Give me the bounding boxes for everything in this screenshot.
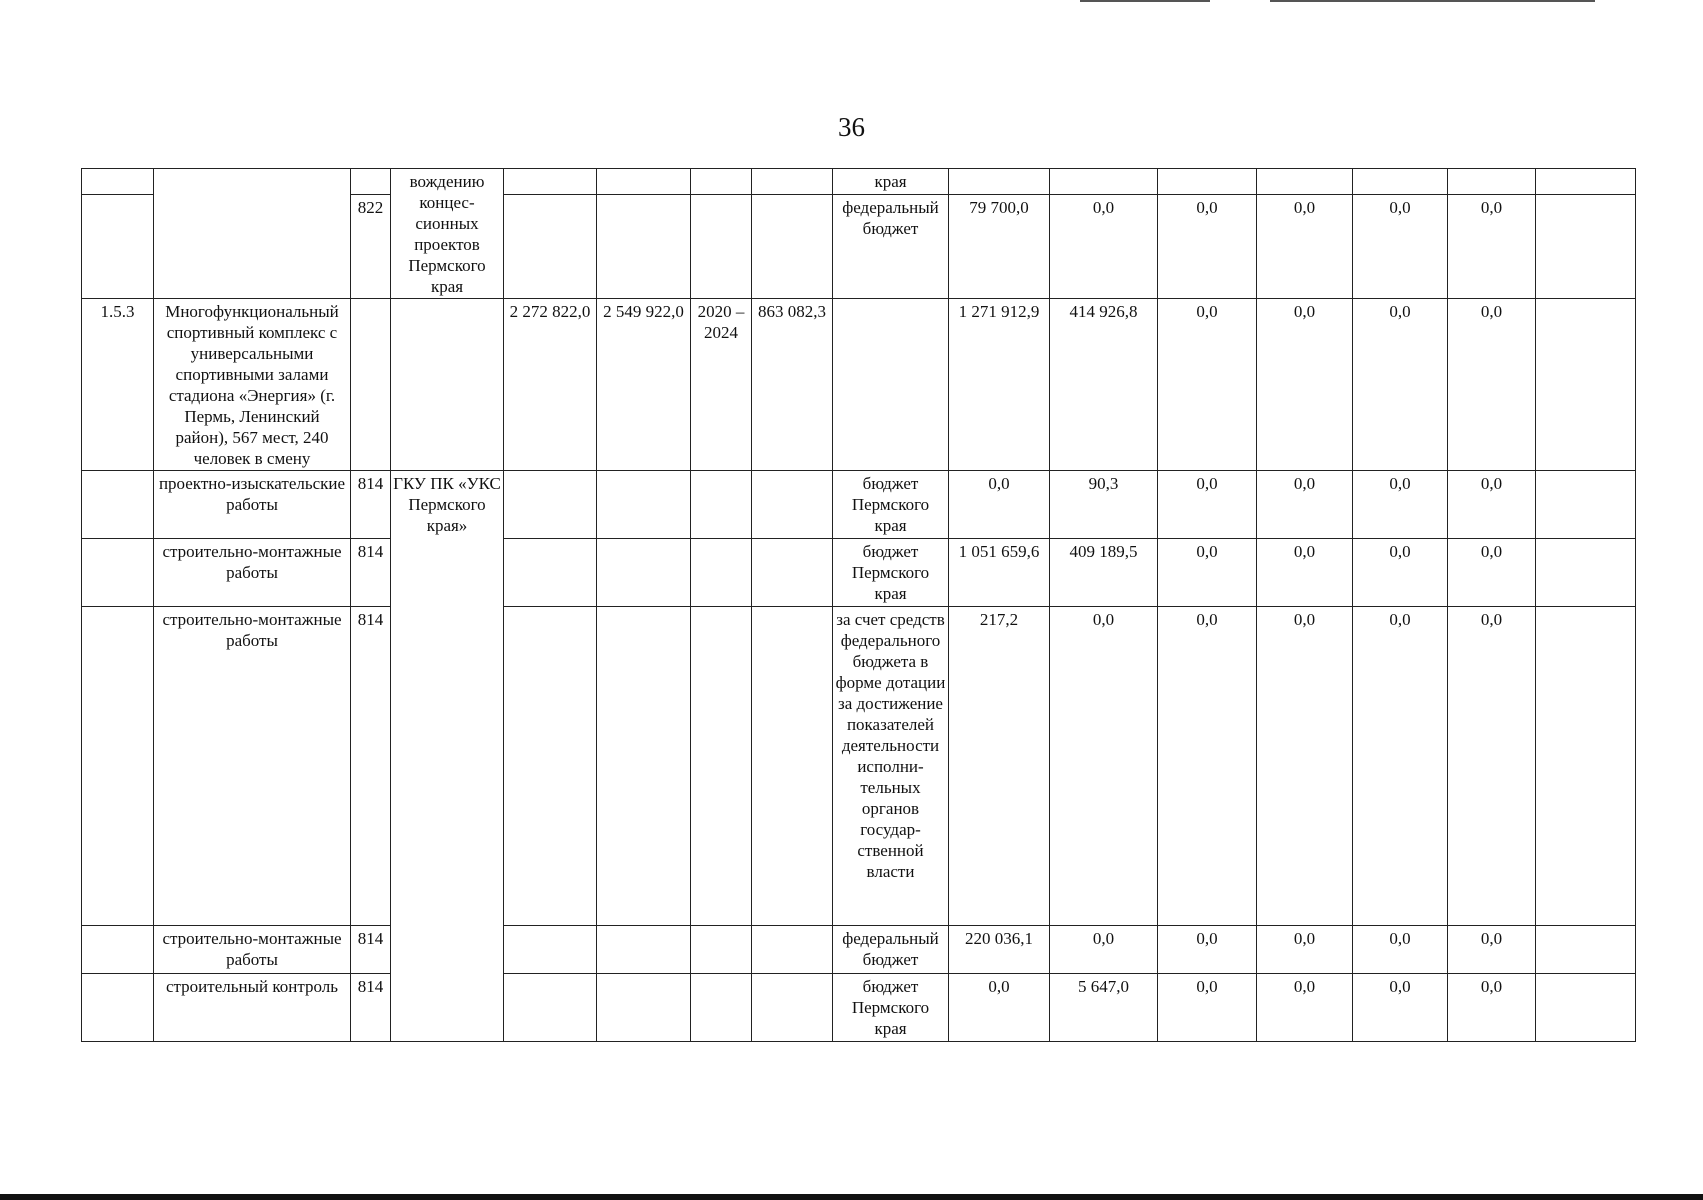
cell-value-5: 0,0 (1353, 539, 1448, 607)
table-row (82, 169, 1636, 195)
cell-executor: вождению концес-сионных проектов Пермского края (391, 169, 504, 299)
table-row (82, 471, 1636, 539)
cell-value-5: 0,0 (1353, 926, 1448, 974)
cell-value-3: 0,0 (1158, 539, 1257, 607)
cell-empty (82, 607, 154, 926)
cell-value-5: 0,0 (1353, 471, 1448, 539)
scan-top-line-1 (1080, 0, 1210, 2)
cell-value-5: 0,0 (1353, 974, 1448, 1042)
cell-empty (691, 974, 752, 1042)
cell-value-3: 0,0 (1158, 607, 1257, 926)
cell-empty (82, 926, 154, 974)
cell-empty (1257, 169, 1353, 195)
cell-value-4: 0,0 (1257, 471, 1353, 539)
cell-empty (1158, 169, 1257, 195)
cell-empty (691, 195, 752, 299)
scan-top-line-2 (1270, 0, 1595, 2)
cell-cost: 2 272 822,0 (504, 299, 597, 471)
cell-work-name: проектно-изыскательские работы (154, 471, 351, 539)
cell-value-2: 0,0 (1050, 195, 1158, 299)
cell-source: федеральный бюджет (833, 195, 949, 299)
cell-value-1: 1 271 912,9 (949, 299, 1050, 471)
cell-empty (752, 539, 833, 607)
cell-code: 814 (351, 539, 391, 607)
cell-empty (597, 607, 691, 926)
cell-empty (752, 169, 833, 195)
cell-empty (597, 169, 691, 195)
cell-value-3: 0,0 (1158, 195, 1257, 299)
cell-value-1: 217,2 (949, 607, 1050, 926)
cell-value-2: 414 926,8 (1050, 299, 1158, 471)
cell-empty (752, 471, 833, 539)
cell-value-4: 0,0 (1257, 195, 1353, 299)
cell-empty (1536, 169, 1636, 195)
cell-empty (691, 926, 752, 974)
cell-code: 822 (351, 195, 391, 299)
cell-code: 814 (351, 607, 391, 926)
cell-value-3: 0,0 (1158, 974, 1257, 1042)
cell-empty (597, 195, 691, 299)
cell-empty (752, 607, 833, 926)
cell-value-2: 0,0 (1050, 607, 1158, 926)
cell-empty (1536, 607, 1636, 926)
cell-value-2: 90,3 (1050, 471, 1158, 539)
cell-value-5: 0,0 (1353, 299, 1448, 471)
cell-value-1: 79 700,0 (949, 195, 1050, 299)
cell-source: бюджет Пермского края (833, 539, 949, 607)
table-row (82, 974, 1636, 1042)
page-number: 36 (838, 112, 865, 142)
cell-value-5: 0,0 (1353, 195, 1448, 299)
cell-value-1: 0,0 (949, 471, 1050, 539)
cell-value-1: 220 036,1 (949, 926, 1050, 974)
cell-empty (504, 195, 597, 299)
cell-source: бюджет Пермского края (833, 471, 949, 539)
cell-code: 814 (351, 471, 391, 539)
cell-empty (82, 539, 154, 607)
cell-empty (1536, 539, 1636, 607)
cell-value-4: 0,0 (1257, 607, 1353, 926)
cell-empty (752, 195, 833, 299)
cell-empty (391, 299, 504, 471)
cell-value-6: 0,0 (1448, 471, 1536, 539)
cell-num (82, 195, 154, 299)
cell-empty (1050, 169, 1158, 195)
cell-empty (1536, 471, 1636, 539)
cell-source: бюджет Пермского края (833, 974, 949, 1042)
cell-empty (504, 926, 597, 974)
cell-empty (691, 607, 752, 926)
cell-value-2: 5 647,0 (1050, 974, 1158, 1042)
cell-value-2: 0,0 (1050, 926, 1158, 974)
cell-source: за счет средств федерального бюджета в форме дотации за достижение показателей деятельности исполни-тельных органов государ-ственной власти (833, 607, 949, 926)
cell-empty (597, 471, 691, 539)
cell-value-4: 0,0 (1257, 539, 1353, 607)
cell-empty (833, 299, 949, 471)
cell-executor: ГКУ ПК «УКС Пермского края» (391, 471, 504, 1042)
cell-empty (504, 974, 597, 1042)
cell-empty (1536, 195, 1636, 299)
table-row (82, 299, 1636, 471)
cell-empty (691, 169, 752, 195)
cell-code: 814 (351, 926, 391, 974)
cell-empty (1536, 299, 1636, 471)
cell-value-6: 0,0 (1448, 539, 1536, 607)
cell-value-2: 409 189,5 (1050, 539, 1158, 607)
cell-empty (691, 539, 752, 607)
table-row (82, 926, 1636, 974)
cell-empty (597, 926, 691, 974)
cell-value-5: 0,0 (1353, 607, 1448, 926)
cell-empty (949, 169, 1050, 195)
cell-name (154, 169, 351, 299)
cell-empty (82, 974, 154, 1042)
cell-empty (1536, 974, 1636, 1042)
cell-empty (504, 471, 597, 539)
cell-empty (1536, 926, 1636, 974)
cell-value-1: 1 051 659,6 (949, 539, 1050, 607)
cell-value-3: 0,0 (1158, 471, 1257, 539)
cell-empty (597, 974, 691, 1042)
cell-empty (351, 299, 391, 471)
cell-estimate: 2 549 922,0 (597, 299, 691, 471)
cell-remaining: 863 082,3 (752, 299, 833, 471)
cell-source: края (833, 169, 949, 195)
cell-value-1: 0,0 (949, 974, 1050, 1042)
table-row (82, 607, 1636, 926)
cell-code: 814 (351, 974, 391, 1042)
cell-empty (82, 471, 154, 539)
cell-value-4: 0,0 (1257, 926, 1353, 974)
cell-value-6: 0,0 (1448, 926, 1536, 974)
cell-value-3: 0,0 (1158, 299, 1257, 471)
cell-empty (597, 539, 691, 607)
table-row (82, 539, 1636, 607)
cell-empty (504, 169, 597, 195)
cell-empty (752, 974, 833, 1042)
cell-value-4: 0,0 (1257, 974, 1353, 1042)
cell-empty (1448, 169, 1536, 195)
cell-item-name: Многофункциональный спортивный комплекс с универсальными спортивными залами стадиона «Энергия» (г. Пермь, Ленинский район), 567 мест, 240 человек в смену (154, 299, 351, 471)
cell-work-name: строительный контроль (154, 974, 351, 1042)
cell-item-number: 1.5.3 (82, 299, 154, 471)
cell-value-4: 0,0 (1257, 299, 1353, 471)
cell-work-name: строительно-монтажные работы (154, 607, 351, 926)
cell-empty (504, 539, 597, 607)
budget-table (81, 168, 1636, 1042)
cell-empty (691, 471, 752, 539)
cell-period: 2020 – 2024 (691, 299, 752, 471)
cell-value-6: 0,0 (1448, 299, 1536, 471)
cell-num (82, 169, 154, 195)
cell-work-name: строительно-монтажные работы (154, 539, 351, 607)
cell-source: федеральный бюджет (833, 926, 949, 974)
cell-code (351, 169, 391, 195)
cell-value-6: 0,0 (1448, 607, 1536, 926)
scan-bottom-edge (0, 1194, 1703, 1200)
cell-empty (752, 926, 833, 974)
cell-value-3: 0,0 (1158, 926, 1257, 974)
cell-empty (1353, 169, 1448, 195)
cell-value-6: 0,0 (1448, 974, 1536, 1042)
cell-work-name: строительно-монтажные работы (154, 926, 351, 974)
cell-empty (504, 607, 597, 926)
cell-value-6: 0,0 (1448, 195, 1536, 299)
